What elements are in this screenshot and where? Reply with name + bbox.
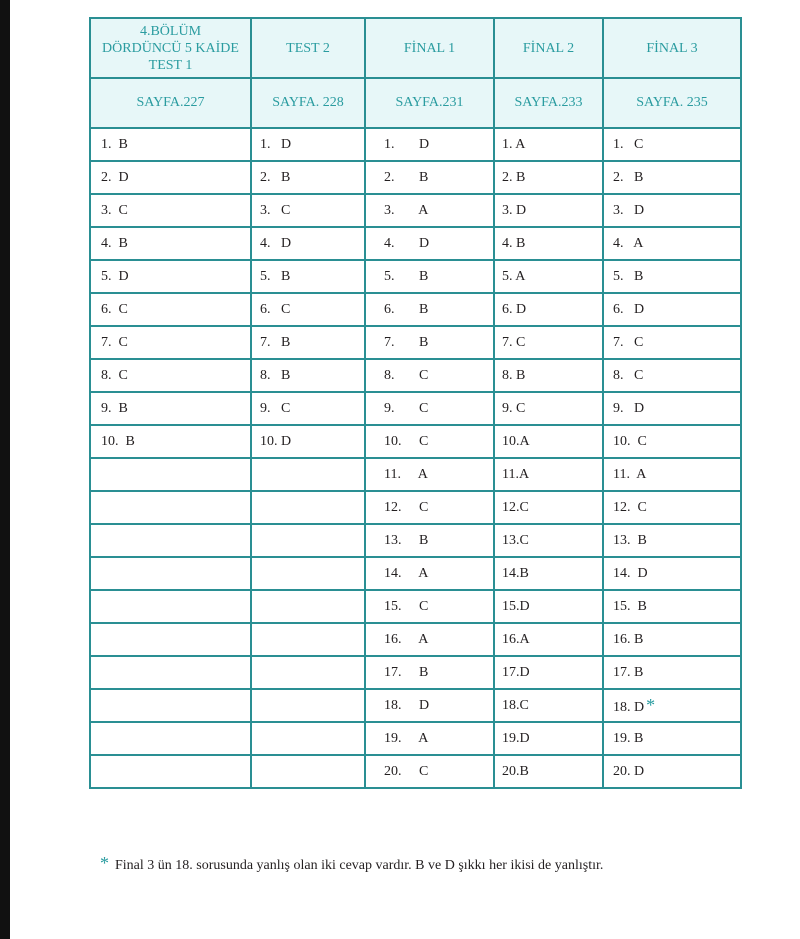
answer-text: 11.A <box>502 466 530 482</box>
answer-cell-final-3 <box>603 227 741 260</box>
answer-text: 10. C <box>613 433 647 449</box>
answer-cell-test-1 <box>90 227 251 260</box>
header-test-1: 4.BÖLÜM DÖRDÜNCÜ 5 KAİDE TEST 1 <box>90 18 251 78</box>
answer-text: 2. D <box>101 169 129 185</box>
answer-text: 10.A <box>502 433 530 449</box>
answer-text: 17. B <box>384 664 429 680</box>
answer-text: 8. C <box>384 367 429 383</box>
answer-cell-final-3 <box>603 359 741 392</box>
answer-text: 9. C <box>502 400 526 416</box>
answer-cell-final-3 <box>603 623 741 656</box>
answer-cell-final-3 <box>603 293 741 326</box>
answer-cell-final-1 <box>365 458 494 491</box>
answer-text: 15. C <box>384 598 429 614</box>
answer-cell-final-1 <box>365 491 494 524</box>
answer-cell-final-3 <box>603 392 741 425</box>
answer-text: 7. C <box>502 334 526 350</box>
answer-cell-test-2 <box>251 359 365 392</box>
answer-cell-test-2 <box>251 722 365 755</box>
answer-cell-test-1 <box>90 623 251 656</box>
page-ref-test-2: SAYFA. 228 <box>251 78 365 128</box>
answer-cell-final-3 <box>603 260 741 293</box>
answer-cell-test-1 <box>90 755 251 788</box>
answer-cell-final-2 <box>494 161 603 194</box>
answer-text: 1. B <box>101 136 128 152</box>
answer-text: 18. D <box>613 700 645 715</box>
answer-cell-test-2 <box>251 293 365 326</box>
answer-cell-test-1 <box>90 722 251 755</box>
answer-text: 6. C <box>101 301 128 317</box>
asterisk-icon: * <box>646 695 656 715</box>
answer-cell-final-1 <box>365 194 494 227</box>
answer-cell-test-2 <box>251 623 365 656</box>
answer-cell-test-1 <box>90 260 251 293</box>
answer-cell-final-1 <box>365 722 494 755</box>
answer-cell-test-1 <box>90 194 251 227</box>
answer-cell-final-2 <box>494 722 603 755</box>
answer-text: 5. D <box>101 268 129 284</box>
answer-cell-test-1 <box>90 293 251 326</box>
answer-cell-final-3 <box>603 656 741 689</box>
answer-cell-test-1 <box>90 491 251 524</box>
answer-cell-final-1 <box>365 161 494 194</box>
answer-text: 19.D <box>502 730 530 746</box>
answer-text: 2. B <box>613 169 644 185</box>
answer-cell-final-3 <box>603 722 741 755</box>
answer-cell-test-1 <box>90 557 251 590</box>
answer-cell-final-1 <box>365 656 494 689</box>
answer-text: 5. A <box>502 268 526 284</box>
table-row <box>90 227 741 260</box>
table-row <box>90 458 741 491</box>
answer-text: 6. D <box>502 301 527 317</box>
table-row <box>90 425 741 458</box>
answer-cell-final-1 <box>365 425 494 458</box>
answer-cell-final-2 <box>494 524 603 557</box>
answer-text: 8. B <box>502 367 526 383</box>
answer-cell-final-1 <box>365 755 494 788</box>
answer-text: 19. A <box>384 730 429 746</box>
answer-cell-test-2 <box>251 392 365 425</box>
answer-text: 10. C <box>384 433 429 449</box>
answer-cell-final-1 <box>365 326 494 359</box>
answer-text: 9. D <box>613 400 645 416</box>
answer-text: 6. D <box>613 301 645 317</box>
asterisk-icon: * <box>100 853 109 873</box>
answer-cell-final-2 <box>494 425 603 458</box>
answer-text: 1. C <box>613 136 644 152</box>
answer-cell-test-2 <box>251 128 365 161</box>
answer-cell-final-1 <box>365 623 494 656</box>
answer-cell-final-2 <box>494 194 603 227</box>
answer-text: 4. D <box>384 235 430 251</box>
answer-text: 1. A <box>502 136 526 152</box>
answer-text: 18.C <box>502 697 529 713</box>
answer-cell-final-1 <box>365 227 494 260</box>
answer-cell-final-3 <box>603 524 741 557</box>
answer-cell-test-1 <box>90 359 251 392</box>
answer-key-table <box>89 17 742 789</box>
page-ref-final-3: SAYFA. 235 <box>603 78 741 128</box>
table-row <box>90 623 741 656</box>
answer-text: 4. A <box>613 235 644 251</box>
answer-cell-final-3 <box>603 689 741 722</box>
answer-text: 6. B <box>384 301 429 317</box>
answer-text: 3. D <box>613 202 645 218</box>
table-row <box>90 161 741 194</box>
answer-cell-test-1 <box>90 590 251 623</box>
answer-cell-final-2 <box>494 755 603 788</box>
table-row <box>90 359 741 392</box>
answer-text: 2. B <box>502 169 526 185</box>
answer-text: 1. D <box>260 136 292 152</box>
answer-cell-final-2 <box>494 557 603 590</box>
answer-cell-final-3 <box>603 326 741 359</box>
answer-cell-final-1 <box>365 590 494 623</box>
answer-text: 8. B <box>260 367 291 383</box>
answer-cell-final-2 <box>494 260 603 293</box>
answer-cell-final-2 <box>494 326 603 359</box>
page-ref-final-2: SAYFA.233 <box>494 78 603 128</box>
answer-cell-final-3 <box>603 128 741 161</box>
answer-text: 18. D <box>384 697 430 713</box>
answer-cell-final-2 <box>494 656 603 689</box>
answer-text: 2. B <box>260 169 291 185</box>
answer-text: 12. C <box>613 499 647 515</box>
table-row <box>90 689 741 722</box>
header-final-2: FİNAL 2 <box>494 18 603 78</box>
answer-cell-test-2 <box>251 425 365 458</box>
answer-cell-test-1 <box>90 425 251 458</box>
answer-cell-test-1 <box>90 128 251 161</box>
table-row <box>90 392 741 425</box>
answer-cell-final-2 <box>494 458 603 491</box>
answer-cell-final-3 <box>603 458 741 491</box>
answer-cell-final-2 <box>494 590 603 623</box>
answer-cell-test-2 <box>251 458 365 491</box>
answer-cell-final-1 <box>365 128 494 161</box>
answer-text: 9. C <box>260 400 291 416</box>
answer-text: 15. B <box>613 598 647 614</box>
table-row <box>90 524 741 557</box>
answer-text: 9. C <box>384 400 429 416</box>
answer-text: 8. C <box>101 367 128 383</box>
answer-cell-final-3 <box>603 425 741 458</box>
answer-text: 20. D <box>613 763 645 779</box>
answer-text: 3. C <box>101 202 128 218</box>
answer-cell-test-1 <box>90 656 251 689</box>
answer-text: 13. B <box>613 532 647 548</box>
header-final-3: FİNAL 3 <box>603 18 741 78</box>
answer-cell-final-2 <box>494 227 603 260</box>
answer-text: 8. C <box>613 367 644 383</box>
header-row-titles <box>90 18 741 78</box>
answer-cell-test-2 <box>251 557 365 590</box>
answer-text: 7. C <box>613 334 644 350</box>
answer-text: 4. B <box>502 235 526 251</box>
answer-cell-final-3 <box>603 194 741 227</box>
answer-cell-final-2 <box>494 689 603 722</box>
header-test-2: TEST 2 <box>251 18 365 78</box>
left-edge-bar <box>0 0 10 939</box>
answer-cell-final-3 <box>603 491 741 524</box>
answer-cell-test-2 <box>251 755 365 788</box>
table-row <box>90 491 741 524</box>
answer-cell-test-2 <box>251 227 365 260</box>
answer-cell-final-1 <box>365 260 494 293</box>
answer-cell-final-2 <box>494 491 603 524</box>
answer-text: 10. D <box>260 433 292 449</box>
answer-cell-final-2 <box>494 359 603 392</box>
page-ref-final-1: SAYFA.231 <box>365 78 494 128</box>
answer-text: 6. C <box>260 301 291 317</box>
answer-text: 5. B <box>613 268 644 284</box>
answer-rows <box>90 128 741 788</box>
answer-text: 2. B <box>384 169 429 185</box>
answer-cell-test-1 <box>90 392 251 425</box>
answer-cell-final-1 <box>365 524 494 557</box>
answer-text: 7. B <box>384 334 429 350</box>
answer-cell-final-3 <box>603 755 741 788</box>
answer-cell-test-2 <box>251 161 365 194</box>
answer-cell-test-1 <box>90 689 251 722</box>
answer-text: 11. A <box>613 466 647 482</box>
answer-cell-final-1 <box>365 557 494 590</box>
answer-cell-final-3 <box>603 557 741 590</box>
answer-cell-test-2 <box>251 326 365 359</box>
answer-cell-final-2 <box>494 392 603 425</box>
table-row <box>90 260 741 293</box>
answer-cell-test-2 <box>251 524 365 557</box>
answer-text: 16. B <box>613 631 644 647</box>
answer-text: 14.B <box>502 565 529 581</box>
answer-text: 17. B <box>613 664 644 680</box>
table-row <box>90 656 741 689</box>
table-row <box>90 590 741 623</box>
table-row <box>90 755 741 788</box>
answer-text: 20. C <box>384 763 429 779</box>
answer-text: 12. C <box>384 499 429 515</box>
answer-cell-test-2 <box>251 656 365 689</box>
answer-text: 13. B <box>384 532 429 548</box>
answer-text: 11. A <box>384 466 428 482</box>
answer-cell-test-2 <box>251 689 365 722</box>
answer-text: 19. B <box>613 730 644 746</box>
answer-text: 16.A <box>502 631 530 647</box>
answer-text: 20.B <box>502 763 529 779</box>
table-row <box>90 128 741 161</box>
answer-key-table-wrapper <box>89 17 740 789</box>
answer-cell-test-1 <box>90 524 251 557</box>
answer-text: 1. D <box>384 136 430 152</box>
header-final-1: FİNAL 1 <box>365 18 494 78</box>
answer-cell-final-3 <box>603 590 741 623</box>
answer-text: 14. D <box>613 565 648 581</box>
table-row <box>90 557 741 590</box>
table-row <box>90 293 741 326</box>
answer-text: 17.D <box>502 664 530 680</box>
answer-text: 5. B <box>384 268 429 284</box>
answer-cell-test-1 <box>90 458 251 491</box>
answer-cell-test-2 <box>251 260 365 293</box>
answer-cell-final-2 <box>494 293 603 326</box>
answer-text: 4. D <box>260 235 292 251</box>
answer-text: 14. A <box>384 565 429 581</box>
answer-text: 5. B <box>260 268 291 284</box>
answer-text: 7. C <box>101 334 128 350</box>
answer-text: 10. B <box>101 433 135 449</box>
footnote <box>100 853 603 874</box>
answer-text: 9. B <box>101 400 128 416</box>
header-row-pages <box>90 78 741 128</box>
answer-cell-test-1 <box>90 161 251 194</box>
answer-text: 7. B <box>260 334 291 350</box>
answer-cell-final-1 <box>365 392 494 425</box>
answer-text: 3. D <box>502 202 527 218</box>
answer-cell-final-1 <box>365 689 494 722</box>
answer-cell-final-1 <box>365 293 494 326</box>
answer-cell-test-2 <box>251 590 365 623</box>
answer-cell-final-2 <box>494 128 603 161</box>
answer-cell-test-1 <box>90 326 251 359</box>
answer-text: 12.C <box>502 499 529 515</box>
answer-text: 4. B <box>101 235 128 251</box>
answer-cell-test-2 <box>251 491 365 524</box>
answer-cell-final-3 <box>603 161 741 194</box>
footnote-text: Final 3 ün 18. sorusunda yanlış olan iki cevap vardır. B ve D şıkkı her ikisi de yanlıştır. <box>115 858 604 873</box>
answer-text: 3. A <box>384 202 429 218</box>
answer-cell-final-2 <box>494 623 603 656</box>
page-ref-test-1: SAYFA.227 <box>90 78 251 128</box>
answer-text: 15.D <box>502 598 530 614</box>
table-row <box>90 722 741 755</box>
answer-text: 16. A <box>384 631 429 647</box>
answer-text: 13.C <box>502 532 529 548</box>
table-row <box>90 194 741 227</box>
answer-cell-test-2 <box>251 194 365 227</box>
table-row <box>90 326 741 359</box>
answer-cell-final-1 <box>365 359 494 392</box>
answer-text: 3. C <box>260 202 291 218</box>
